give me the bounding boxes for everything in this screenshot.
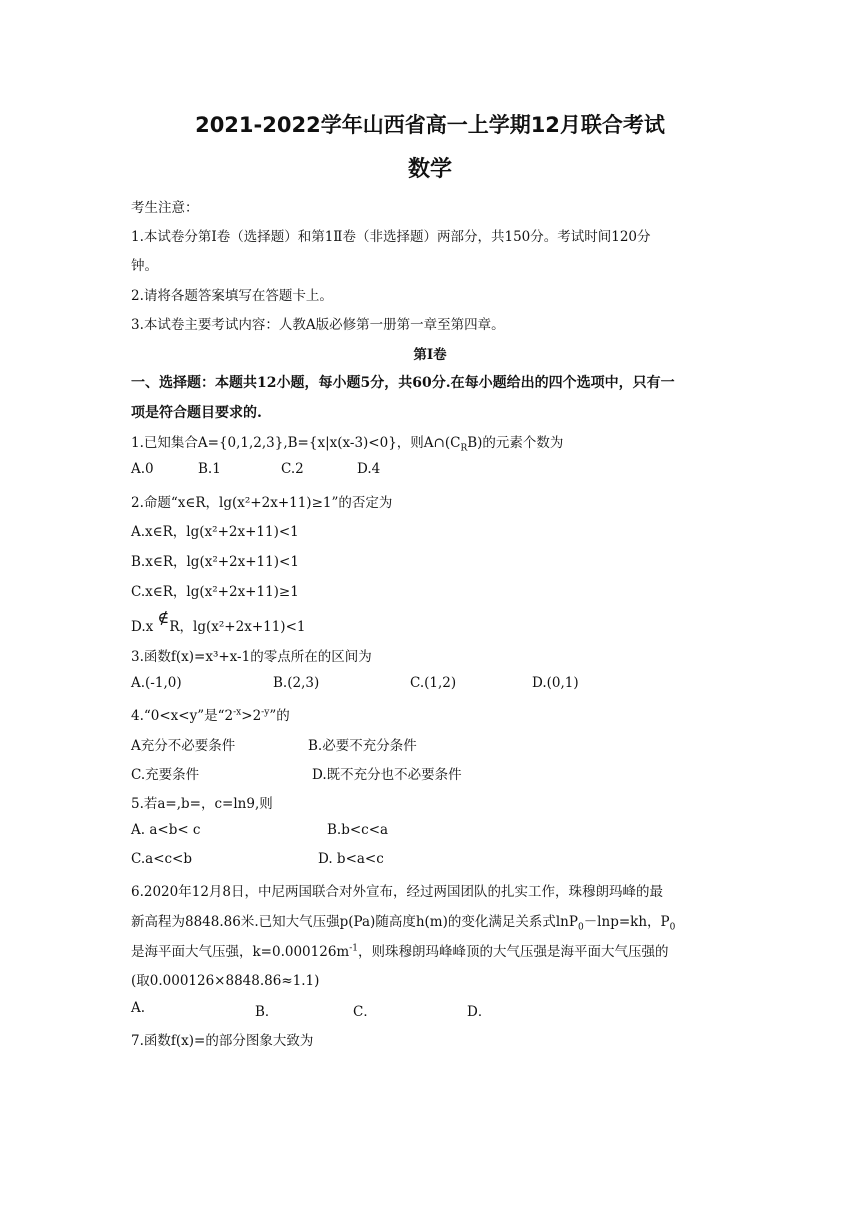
q2-option-d-a: D.x	[131, 619, 158, 635]
q3-option-b: B.(2,3)	[273, 675, 320, 691]
q3-option-d: D.(0,1)	[532, 675, 579, 691]
part-title: 第Ⅰ卷	[413, 347, 447, 363]
q1-stem-sub: R	[460, 443, 468, 454]
question-4-stem	[131, 704, 290, 724]
q6-line3-sup: -1	[349, 943, 358, 954]
question-5-stem: 5.若a=,b=，c=ln9,则	[131, 796, 273, 812]
not-element-of-symbol: ∉	[157, 608, 170, 627]
q4-option-a: A充分不必要条件	[131, 738, 236, 754]
q4-sup-1: -x	[233, 707, 242, 718]
question-3-stem: 3.函数f(x)=x³+x-1的零点所在的区间为	[131, 649, 372, 665]
section-heading-cont: 项是符合题目要求的.	[131, 405, 262, 421]
q5-option-b: B.b<c<a	[327, 822, 389, 838]
q6-option-d: D．	[467, 1004, 492, 1020]
question-2-stem: 2.命题“x∈R，lg(x²+2x+11)≥1”的否定为	[131, 495, 393, 511]
q4-stem-b: >2	[241, 708, 262, 724]
q3-option-a: A.(-1,0)	[131, 675, 182, 691]
q5-option-c: C.a<c<b	[131, 851, 193, 867]
q2-option-c: C.x∈R，lg(x²+2x+11)≥1	[131, 584, 299, 600]
notice-item-1: 1.本试卷分第Ⅰ卷（选择题）和第1Ⅱ卷（非选择题）两部分，共150分。考试时间120分	[131, 229, 651, 245]
q2-option-b: B.x∈R，lg(x²+2x+11)<1	[131, 554, 299, 570]
question-6-line-4: (取0.000126×8848.86≈1.1)	[131, 973, 320, 989]
q5-option-a: A. a<b< c	[131, 822, 201, 838]
q1-option-b: B.1	[198, 461, 221, 477]
q6-option-c: C．	[353, 1004, 377, 1020]
q1-stem-b: B)的元素个数为	[467, 435, 564, 451]
q1-option-c: C.2	[281, 461, 304, 477]
q6-line2-a: 新高程为8848.86米.已知大气压强p(Pa)随高度h(m)的变化满足关系式lnP	[131, 914, 578, 930]
q4-stem-c: ”的	[269, 708, 290, 724]
q2-option-a: A.x∈R，lg(x²+2x+11)<1	[131, 524, 299, 540]
q4-option-b: B.必要不充分条件	[308, 738, 417, 754]
exam-title: 2021-2022学年山西省高一上学期12月联合考试	[195, 113, 665, 137]
q2-option-d-b: R，lg(x²+2x+11)<1	[169, 619, 306, 635]
q6-option-a: A.	[131, 1000, 146, 1016]
q3-option-c: C.(1,2)	[410, 675, 457, 691]
q1-option-d: D.4	[357, 461, 381, 477]
notice-item-2: 2.请将各题答案填写在答题卡上。	[131, 288, 333, 304]
question-1-stem	[131, 431, 563, 454]
q6-option-b: B．	[255, 1004, 279, 1020]
notice-heading: 考生注意：	[131, 200, 199, 216]
q4-option-d: D.既不充分也不必要条件	[312, 767, 462, 783]
q2-option-d	[131, 608, 306, 635]
notice-item-3: 3.本试卷主要考试内容：人教A版必修第一册第一章至第四章。	[131, 317, 505, 333]
q6-line3-b: ，则珠穆朗玛峰峰顶的大气压强是海平面大气压强的	[358, 944, 669, 960]
question-6-line-3	[131, 940, 669, 960]
question-7-stem: 7.函数f(x)=的部分图象大致为	[131, 1033, 314, 1049]
question-6-line-1: 6.2020年12月8日，中尼两国联合对外宣布，经过两国团队的扎实工作，珠穆朗玛峰的最	[131, 884, 664, 900]
q6-line2-b: －lnp=kh，P	[583, 914, 670, 930]
notice-item-1-cont: 钟。	[131, 258, 158, 274]
q4-option-c: C.充要条件	[131, 767, 200, 783]
q6-line2-sub: 0	[577, 922, 584, 933]
q4-stem-a: 4.“0<x<y”是“2	[131, 708, 234, 724]
q1-stem-a: 1.已知集合A={0,1,2,3},B={x|x(x-3)<0}，则A∩(C	[131, 435, 461, 451]
q1-option-a: A.0	[131, 461, 154, 477]
subject-title: 数学	[407, 157, 452, 182]
q6-line3-a: 是海平面大气压强，k=0.000126m	[131, 944, 350, 960]
q6-line2-sub2: 0	[669, 922, 676, 933]
section-heading: 一、选择题：本题共12小题，每小题5分，共60分.在每小题给出的四个选项中，只有一	[131, 375, 675, 391]
q5-option-d: D. b<a<c	[318, 851, 384, 867]
question-6-line-2	[131, 910, 675, 933]
q4-sup-2: -y	[261, 707, 270, 718]
